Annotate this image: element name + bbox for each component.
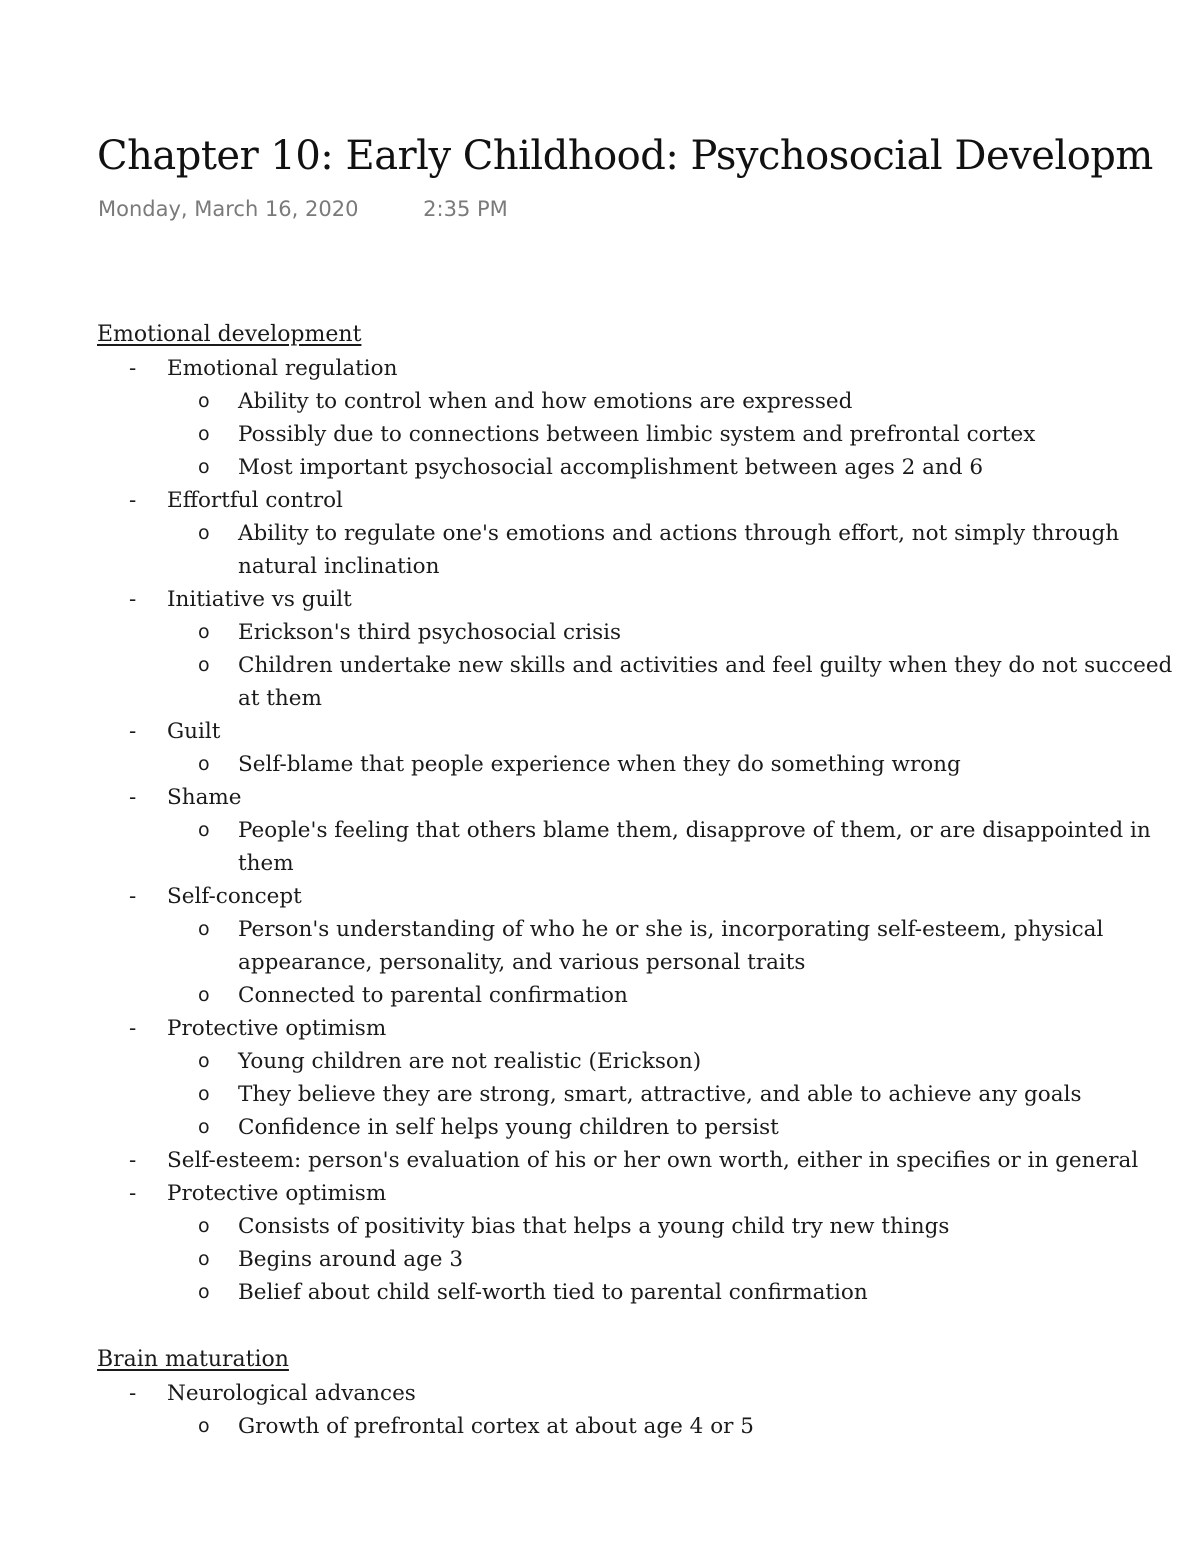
sub-item (97, 1410, 1200, 1443)
outline-item-label: Neurological advances (167, 1381, 416, 1406)
note-timestamp (98, 195, 508, 223)
circle-bullet: o (198, 423, 210, 445)
outline-item (97, 352, 1200, 484)
dash-bullet: - (129, 719, 137, 744)
sub-item-text: Possibly due to connections between limbic system and prefrontal cortex (238, 422, 1036, 447)
outline-item (97, 781, 1200, 880)
circle-bullet: o (198, 1215, 210, 1237)
circle-bullet: o (198, 1050, 210, 1072)
note-date: Monday, March 16, 2020 (98, 197, 359, 221)
sub-item (97, 616, 1200, 649)
dash-bullet: - (129, 884, 137, 909)
circle-bullet: o (198, 456, 210, 478)
outline-item (97, 1377, 1200, 1443)
sub-item (97, 1078, 1200, 1111)
sub-list (167, 517, 1200, 583)
dash-bullet: - (129, 1148, 137, 1173)
outline-item (97, 484, 1200, 583)
sub-item (97, 385, 1200, 418)
outline-item-label: Effortful control (167, 488, 343, 513)
sub-item (97, 913, 1200, 979)
circle-bullet: o (198, 984, 210, 1006)
circle-bullet: o (198, 621, 210, 643)
sub-item-text: Most important psychosocial accomplishment between ages 2 and 6 (238, 455, 984, 480)
outline-item-label: Self-concept (167, 884, 302, 909)
sub-list (167, 748, 1200, 781)
sub-list (167, 616, 1200, 715)
dash-bullet: - (129, 1381, 137, 1406)
dash-bullet: - (129, 488, 137, 513)
circle-bullet: o (198, 390, 210, 412)
circle-bullet: o (198, 522, 210, 544)
sub-list (167, 814, 1200, 880)
sub-item (97, 814, 1200, 880)
sub-item (97, 451, 1200, 484)
sub-item (97, 649, 1200, 715)
sub-item-text: Young children are not realistic (Erickson) (238, 1049, 702, 1074)
outline-item-label: Shame (167, 785, 242, 810)
sub-item-text: They believe they are strong, smart, attractive, and able to achieve any goals (238, 1082, 1082, 1107)
sub-list (167, 1210, 1200, 1309)
outline-item (97, 1144, 1200, 1177)
outline-item (97, 715, 1200, 781)
sub-item (97, 1210, 1200, 1243)
sub-item-text: People's feeling that others blame them, disapprove of them, or are disappointed in them (238, 818, 1151, 876)
sub-list (167, 913, 1200, 1012)
sub-item (97, 1045, 1200, 1078)
sub-item-text: Self-blame that people experience when they do something wrong (238, 752, 961, 777)
circle-bullet: o (198, 918, 210, 940)
outline-item-label: Guilt (167, 719, 221, 744)
dash-bullet: - (129, 1016, 137, 1041)
sub-item-text: Begins around age 3 (238, 1247, 464, 1272)
outline-item (97, 583, 1200, 715)
outline-item (97, 1012, 1200, 1144)
circle-bullet: o (198, 753, 210, 775)
sub-item-text: Person's understanding of who he or she is, incorporating self-esteem, physical appearance, personality, and various personal traits (238, 917, 1104, 975)
outline-list (97, 352, 1200, 1309)
note-time: 2:35 PM (423, 197, 508, 221)
circle-bullet: o (198, 1415, 210, 1437)
sub-item-text: Consists of positivity bias that helps a young child try new things (238, 1214, 950, 1239)
sub-list (167, 385, 1200, 484)
circle-bullet: o (198, 1248, 210, 1270)
circle-bullet: o (198, 1116, 210, 1138)
dash-bullet: - (129, 587, 137, 612)
dash-bullet: - (129, 1181, 137, 1206)
section-heading: Brain maturation (97, 1347, 289, 1372)
sub-item (97, 1243, 1200, 1276)
sub-item (97, 1111, 1200, 1144)
dash-bullet: - (129, 785, 137, 810)
circle-bullet: o (198, 1281, 210, 1303)
outline-item (97, 880, 1200, 1012)
circle-bullet: o (198, 654, 210, 676)
note-body (97, 318, 1200, 1443)
outline-list (97, 1377, 1200, 1443)
circle-bullet: o (198, 1083, 210, 1105)
outline-item-label: Initiative vs guilt (167, 587, 352, 612)
outline-item (97, 1177, 1200, 1309)
sub-item-text: Connected to parental confirmation (238, 983, 628, 1008)
sub-item-text: Ability to regulate one's emotions and actions through effort, not simply through natural inclination (238, 521, 1120, 579)
sub-item (97, 979, 1200, 1012)
sub-item (97, 1276, 1200, 1309)
outline-item-label: Self-esteem: person's evaluation of his or her own worth, either in specifies or in general (167, 1148, 1139, 1173)
page-title: Chapter 10: Early Childhood: Psychosocial Developm (97, 133, 1153, 179)
dash-bullet: - (129, 356, 137, 381)
circle-bullet: o (198, 819, 210, 841)
outline-item-label: Emotional regulation (167, 356, 398, 381)
sub-list (167, 1045, 1200, 1144)
sub-item-text: Belief about child self-worth tied to parental confirmation (238, 1280, 868, 1305)
outline-item-label: Protective optimism (167, 1181, 387, 1206)
sub-item-text: Growth of prefrontal cortex at about age 4 or 5 (238, 1414, 754, 1439)
sub-item-text: Erickson's third psychosocial crisis (238, 620, 622, 645)
sub-item-text: Children undertake new skills and activities and feel guilty when they do not succeed at them (238, 653, 1173, 711)
sub-item-text: Ability to control when and how emotions are expressed (238, 389, 853, 414)
section-heading: Emotional development (97, 322, 362, 347)
sub-item (97, 418, 1200, 451)
sub-item (97, 748, 1200, 781)
outline-item-label: Protective optimism (167, 1016, 387, 1041)
sub-item (97, 517, 1200, 583)
sub-list (167, 1410, 1200, 1443)
sub-item-text: Confidence in self helps young children to persist (238, 1115, 779, 1140)
